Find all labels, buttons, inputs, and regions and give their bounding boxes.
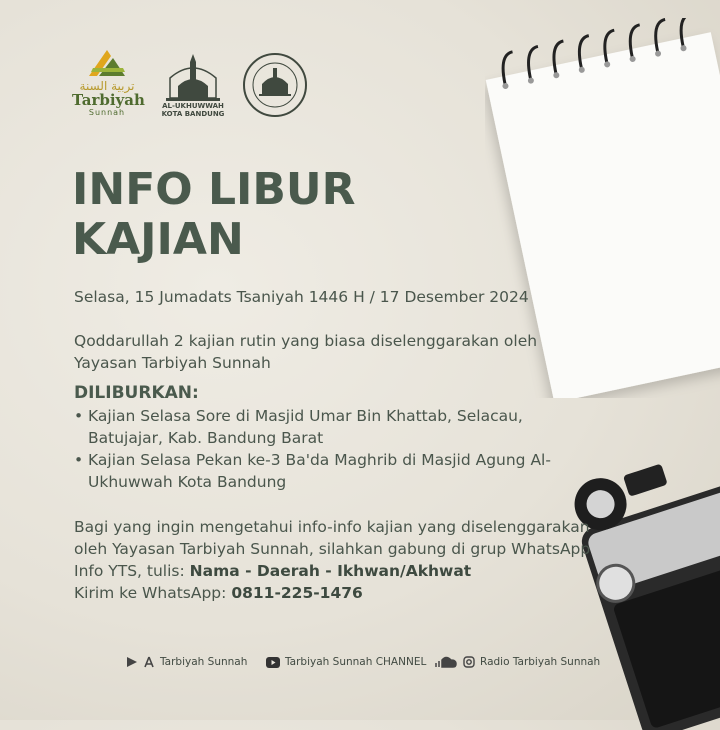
soundcloud-icon [434, 656, 458, 668]
join-format: Nama - Daerah - Ikhwan/Akhwat [189, 562, 472, 580]
footer-apps[interactable] [126, 656, 247, 668]
send-label: Kirim ke WhatsApp: [74, 584, 227, 602]
masjid-name-line1: AL-UKHUWWAH [162, 102, 224, 110]
masjid-al-ukhuwwah-logo [156, 52, 230, 126]
cancelled-list [74, 405, 594, 493]
join-info [74, 516, 594, 604]
instagram-icon [463, 656, 475, 668]
whatsapp-phone: 0811-225-1476 [231, 584, 363, 602]
intro-text: Qoddarullah 2 kajian rutin yang biasa diselenggarakan oleh Yayasan Tarbiyah Sunnah [74, 332, 538, 372]
tarbiyah-arabic-text: تربية السنة [79, 79, 135, 93]
tarbiyah-sub-text: Sunnah [88, 108, 126, 117]
join-text: Bagi yang ingin mengetahui info-info kajian yang diselenggarakan oleh Yayasan Tarbiyah Sunnah, silahkan gabung di grup WhatsApp Info YTS, tulis: [74, 518, 591, 580]
date-text: Selasa, 15 Jumadats Tsaniyah 1446 H / 17 Desember 2024 [74, 288, 529, 306]
tarbiyah-name-text: Tarbiyah [72, 91, 145, 109]
footer-youtube[interactable] [266, 656, 426, 668]
page-title [72, 165, 492, 265]
list-item: • Kajian Selasa Pekan ke-3 Ba'da Maghrib di Masjid Agung Al-Ukhuwwah Kota Bandung [74, 449, 594, 493]
title-line-2: KAJIAN [72, 214, 244, 265]
footer-apps-label: Tarbiyah Sunnah [160, 656, 248, 668]
mosque-icon [156, 52, 230, 102]
masjid-umar-bin-khattab-logo [242, 52, 308, 118]
footer-radio[interactable] [434, 656, 600, 668]
umar-seal-icon [242, 52, 308, 118]
app-store-icon [143, 656, 155, 668]
diliburkan-heading: DILIBURKAN: [74, 383, 199, 403]
tarbiyah-mark-icon [87, 46, 127, 78]
footer-youtube-label: Tarbiyah Sunnah CHANNEL [285, 656, 427, 668]
play-store-icon [126, 656, 138, 668]
footer-radio-label: Radio Tarbiyah Sunnah [480, 656, 601, 668]
tarbiyah-sunnah-logo [72, 46, 145, 126]
list-item: • Kajian Selasa Sore di Masjid Umar Bin Khattab, Selacau, Batujajar, Kab. Bandung Barat [74, 405, 594, 449]
youtube-icon [266, 657, 280, 668]
logo-group [72, 46, 322, 126]
title-line-1: INFO LIBUR [72, 164, 356, 215]
masjid-name-line2: KOTA BANDUNG [161, 110, 225, 118]
